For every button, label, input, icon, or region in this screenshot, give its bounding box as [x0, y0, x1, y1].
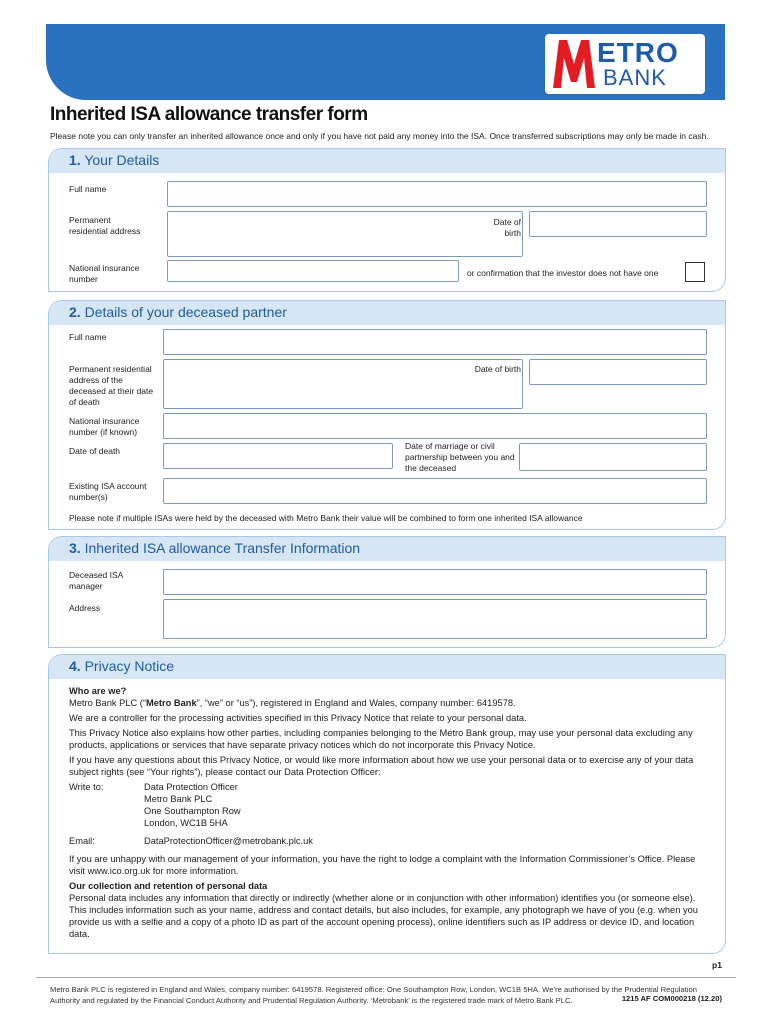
section-transfer-info — [48, 536, 726, 648]
dob-input[interactable] — [529, 211, 707, 237]
ni-input[interactable] — [167, 260, 459, 282]
section-header — [49, 149, 725, 173]
form-subnote: Please note you can only transfer an inherited allowance once and only if you have not paid any money into the ISA. Once transferred subscriptions may only be made in cash. — [50, 131, 709, 141]
isa-account-input[interactable] — [163, 478, 707, 504]
no-ni-checkbox[interactable] — [685, 262, 705, 282]
questions-paragraph: If you have any questions about this Privacy Notice, or would like more information about how we use your personal data or to exercise any of your data subject rights (see “Your rights”), please contact our Data Protection Officer: — [69, 755, 694, 777]
no-ni-label: or confirmation that the investor does not have one — [467, 268, 659, 278]
metro-m-icon — [551, 38, 597, 90]
section-title: 4. Privacy Notice — [69, 658, 175, 674]
who-heading: Who are we? — [69, 686, 127, 696]
section-title: 3. Inherited ISA allowance Transfer Information — [69, 540, 361, 556]
address-line: London, WC1B 5HA — [144, 818, 228, 828]
address-line: Metro Bank PLC — [144, 794, 213, 804]
isa-account-label: Existing ISA account number(s) — [69, 481, 147, 502]
full-name-label: Full name — [69, 184, 107, 194]
form-title: Inherited ISA allowance transfer form — [50, 104, 368, 125]
section-header — [49, 655, 725, 679]
write-to-label: Write to: — [69, 782, 104, 792]
manager-address-input[interactable] — [163, 599, 707, 639]
section-header — [49, 301, 725, 325]
address-line: Data Protection Officer — [144, 782, 238, 792]
dom-input[interactable] — [519, 443, 707, 471]
ni-label: National insurance number — [69, 263, 140, 284]
section-header — [49, 537, 725, 561]
dom-label: Date of marriage or civil partnership between you and the deceased — [405, 441, 515, 473]
partner-ni-label: National insurance number (if known) — [69, 416, 140, 437]
dod-label: Date of death — [69, 446, 121, 456]
isa-manager-input[interactable] — [163, 569, 707, 595]
header-banner — [46, 24, 725, 100]
form-code: 1215 AF COM000218 (12.20) — [621, 994, 722, 1003]
privacy-text — [69, 685, 709, 943]
controller-paragraph: We are a controller for the processing activities specified in this Privacy Notice that relate to your personal data. — [69, 713, 527, 723]
manager-address-label: Address — [69, 603, 101, 613]
section-title: 1. Your Details — [69, 152, 160, 168]
footer-divider — [36, 977, 736, 978]
section-title: 2. Details of your deceased partner — [69, 304, 287, 320]
logo-text-etro: ETRO — [597, 37, 679, 68]
partner-full-name-label: Full name — [69, 332, 107, 342]
metro-bank-logo — [545, 34, 705, 94]
write-to-block — [69, 781, 709, 829]
partner-dob-input[interactable] — [529, 359, 707, 385]
partner-full-name-input[interactable] — [163, 329, 707, 355]
who-paragraph: Metro Bank PLC (“Metro Bank”, “we” or “us”), registered in England and Wales, company number: 6419578. — [69, 698, 516, 708]
footer-text: Metro Bank PLC is registered in England and Wales, company number: 6419578. Registered office: One Southampton Row, London, WC1B 5HA. We’re authorised by the Prudential Regulation Authority and regulated by the Financial Conduct Authority and Prudential Regulation Authority. ‘Metrobank’ is the registered trade mark of Metro Bank PLC. — [50, 985, 697, 1005]
address-line: One Southampton Row — [144, 806, 241, 816]
full-name-input[interactable] — [167, 181, 707, 207]
logo-text-bank: BANK — [603, 65, 667, 90]
isa-manager-label: Deceased ISA manager — [69, 570, 123, 591]
address-label: Permanent residential address — [69, 215, 141, 236]
section-your-details — [48, 148, 726, 292]
dpo-email-link[interactable]: DataProtectionOfficer@metrobank.plc.uk — [144, 836, 313, 846]
section-deceased-partner — [48, 300, 726, 530]
collection-paragraph: Personal data includes any information that directly or indirectly (whether alone or in conjunction with other information) identifies you (or someone else). This includes information such as your name, address and contact details, but also includes, for example, any photograph we have of you (e.g. when you provide us with a selfie and a copy of a photo ID as part of the account opening process), online identifiers such as IP address or device ID, and location data. — [69, 893, 698, 939]
collection-heading: Our collection and retention of personal data — [69, 881, 268, 891]
email-block — [69, 835, 709, 847]
unhappy-paragraph: If you are unhappy with our management of your information, you have the right to lodge a complaint with the Information Commissioner’s Office. Please visit www.ico.org.uk for more information. — [69, 854, 696, 876]
partner-dob-label: Date of birth — [474, 364, 521, 374]
section-privacy-notice — [48, 654, 726, 954]
multiple-isa-note: Please note if multiple ISAs were held by the deceased with Metro Bank their value will be combined to form one inherited ISA allowance — [69, 513, 583, 523]
email-label: Email: — [69, 836, 95, 846]
dod-input[interactable] — [163, 443, 393, 469]
page-number: p1 — [712, 960, 722, 970]
dob-label: Date of birth — [493, 217, 521, 238]
partner-address-label: Permanent residential address of the deceased at their date of death — [69, 364, 154, 407]
address-input[interactable] — [167, 211, 523, 257]
partner-ni-input[interactable] — [163, 413, 707, 439]
explains-paragraph: This Privacy Notice also explains how other parties, including companies belonging to the Metro Bank group, may use your personal data excluding any products, applications or services that have separate privacy notices which do not incorporate this Privacy Notice. — [69, 728, 693, 750]
